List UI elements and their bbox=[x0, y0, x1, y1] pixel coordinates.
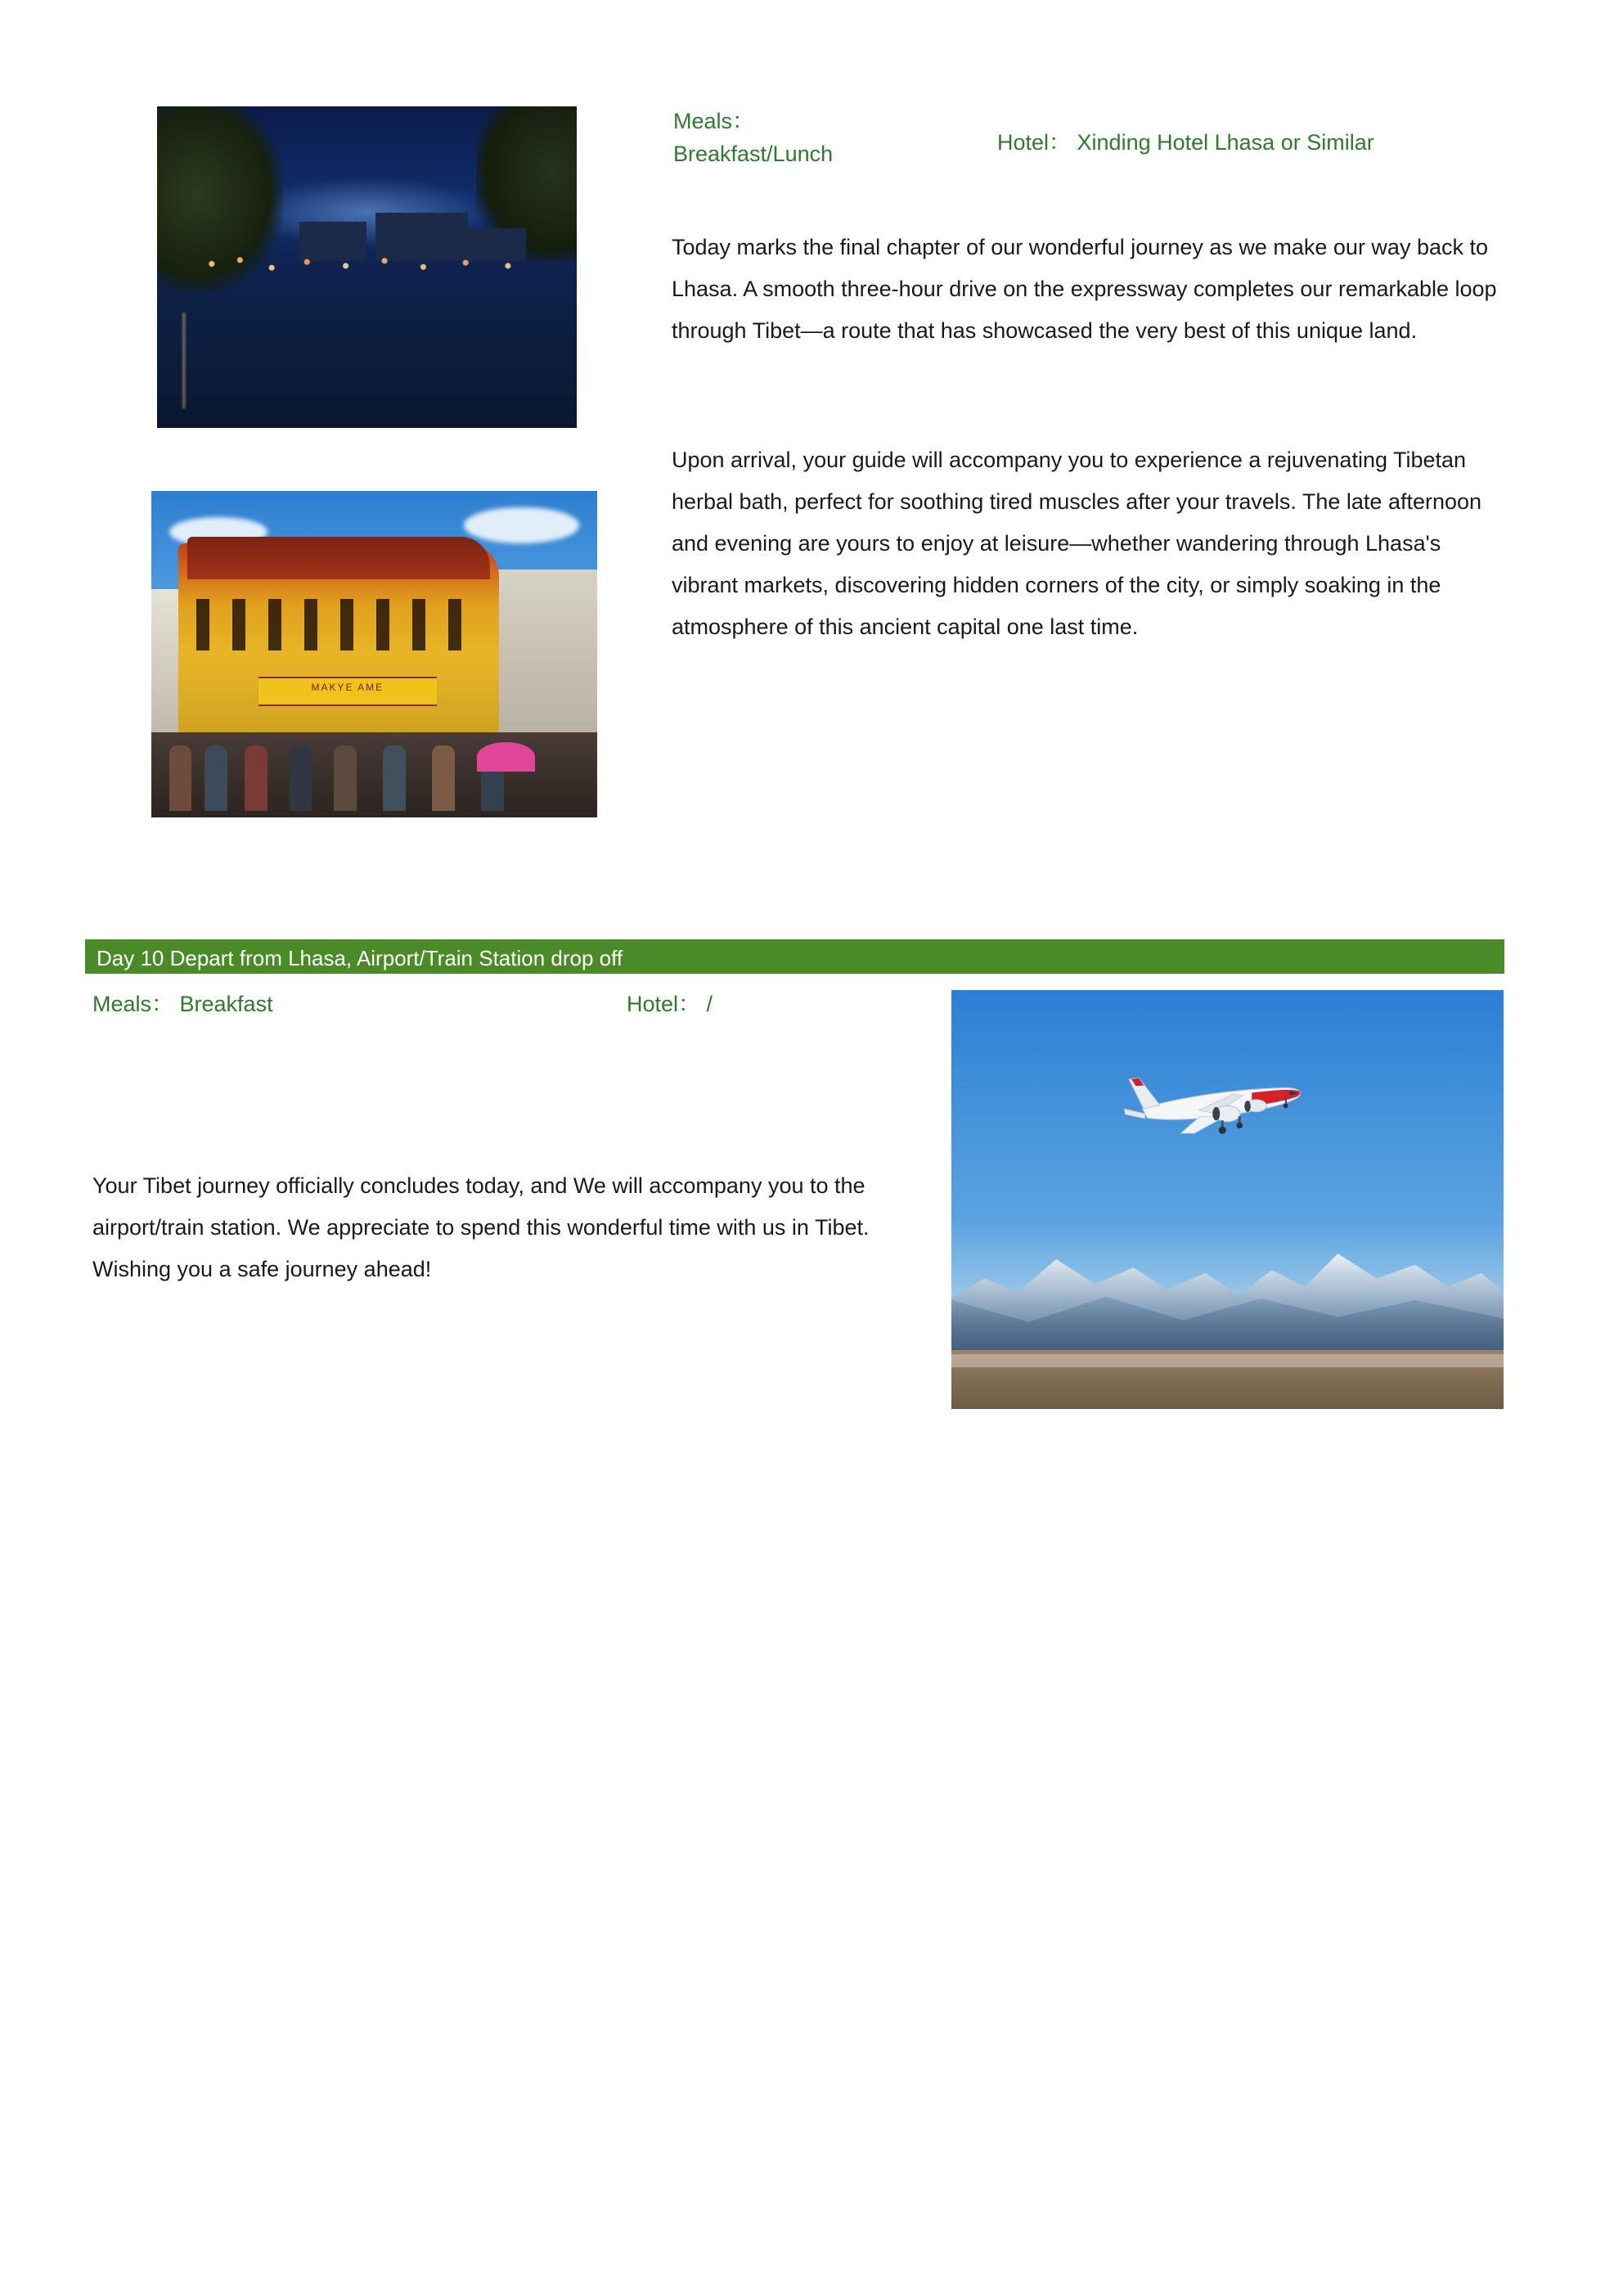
makye-ame-sign-text: MAKYE AME bbox=[311, 682, 384, 694]
airplane-icon bbox=[1073, 1057, 1350, 1150]
day9-meals-block bbox=[673, 105, 919, 170]
day10-band-title: Day 10 Depart from Lhasa, Airport/Train Station drop off bbox=[97, 946, 623, 970]
day10-paragraph: Your Tibet journey officially concludes today, and We will accompany you to the airport/train station. We appreciate to spend this wonderful time with us in Tibet. Wishing you a safe journey ahead! bbox=[92, 1173, 870, 1281]
day10-hotel-line: Hotel： / bbox=[627, 992, 713, 1016]
day9-paragraph-1: Today marks the final chapter of our wonderful journey as we make our way back to Lhasa. A smooth three-hour drive on the expressway completes our remarkable loop through Tibet—a route that has showcased the very best of this unique land. bbox=[672, 235, 1497, 343]
day9-paragraph-2: Upon arrival, your guide will accompany you to experience a rejuvenating Tibetan herbal bath, perfect for soothing tired muscles after your travels. The late afternoon and evening are yours to enjoy at leisure—whether wandering through Lhasa's vibrant markets, discovering hidden corners of the city, or simply soaking in the atmosphere of this ancient capital one last time. bbox=[672, 448, 1482, 639]
day10-meals-line: Meals： Breakfast bbox=[92, 992, 273, 1016]
airplane-over-snow-mountains-photo bbox=[951, 990, 1504, 1409]
day10-section-band bbox=[85, 939, 1504, 974]
day9-hotel-line: Hotel： Xinding Hotel Lhasa or Similar bbox=[997, 130, 1374, 155]
makye-ame-barkhor-street-photo bbox=[151, 491, 597, 817]
day9-meals-value: Breakfast/Lunch bbox=[673, 142, 834, 166]
day9-meals-label: Meals： bbox=[673, 109, 755, 133]
lhasa-night-riverside-photo bbox=[157, 106, 577, 428]
